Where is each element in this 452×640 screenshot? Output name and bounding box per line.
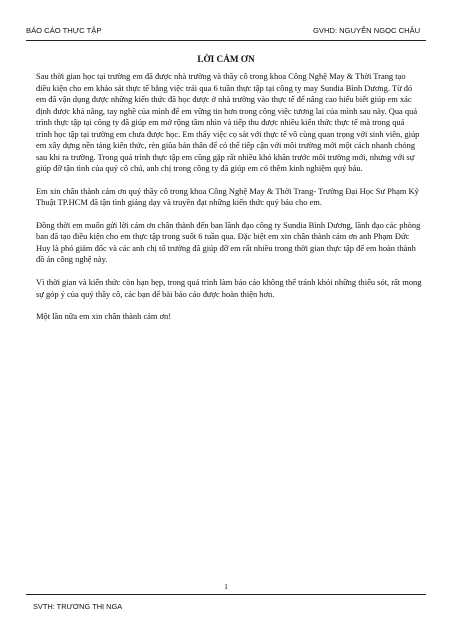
document-body xyxy=(36,71,422,334)
paragraph: Sau thời gian học tại trường em đã được nhà trường và thầy cô trong khoa Công Nghệ May & Thời Trang tạo điều kiện cho em khảo sát thực tế bằng việc trải qua 6 tuần thực tập tại công ty may Sundia Bình Dương. Từ đó em đã vận dụng được những kiến thức đã học được ở nhà trường vào thực tế để nâng cao hiểu biết giúp em xác định được khả năng, tay nghề của mình để em vững tin hơn trong công việc tương lai của mình sau này. Qua quá trình thực tập tại công ty đã giúp em mở rộng tầm nhìn và tiếp thu được nhiều kiến thức thực tế mà trong quá trình học tập tại trường em chưa được học. Em thấy việc cọ sát với thực tế vô cùng quan trọng với sinh viên, giúp em xây dựng nền tảng kiến thức, rèn giũa bản thân để có thể tiếp cận với môi trường mới một cách nhanh chóng sau khi ra trường. Trong quá trình thực tập em cũng gặp rất nhiều khó khăn trước môi trường mới, nhưng với sự giúp đỡ tận tình của quý cô chú, anh chị trong công ty đã giúp em có thêm kinh nghiệm quý báu. xyxy=(36,71,420,173)
paragraph: Vì thời gian và kiến thức còn hạn hẹp, trong quá trình làm báo cáo không thể tránh khỏi những thiếu sót, rất mong sự góp ý của quý thầy cô, các bạn để bài báo cáo được hoàn thiện hơn. xyxy=(36,277,422,299)
header-supervisor: GVHD: NGUYỄN NGỌC CHÂU xyxy=(313,26,421,35)
footer-divider xyxy=(26,594,426,595)
paragraph: Em xin chân thành cảm ơn quý thầy cô trong khoa Công Nghệ May & Thời Trang- Trường Đại Học Sư Phạm Kỹ Thuật TP.HCM đã tận tình giảng dạy và truyền đạt những kiến thức quý báu cho em. xyxy=(36,185,419,208)
paragraph: Đồng thời em muốn gửi lời cảm ơn chân thành đến ban lãnh đạo công ty Sundia Bình Dương, lãnh đạo các phòng ban đã tạo điều kiện cho em thực tập trong suốt 6 tuần qua. Đặc biệt em xin chân thành cảm ơn anh Phạm Đức Huy là phó giám đốc và các anh chị tổ trưởng đã giúp đỡ em rất nhiều trong thời gian thực tập để em hoàn thành đồ án công nghệ này. xyxy=(36,219,421,265)
page-title: LỜI CẢM ƠN xyxy=(197,54,255,64)
page-header xyxy=(26,26,426,38)
page-footer: SVTH: TRƯƠNG THỊ NGA xyxy=(33,602,123,611)
page-number: 1 xyxy=(224,582,228,591)
paragraph: Một lần nữa em xin chân thành cảm ơn! xyxy=(36,311,172,322)
header-report-title: BÁO CÁO THỰC TẬP xyxy=(26,26,102,35)
header-divider xyxy=(26,40,426,41)
